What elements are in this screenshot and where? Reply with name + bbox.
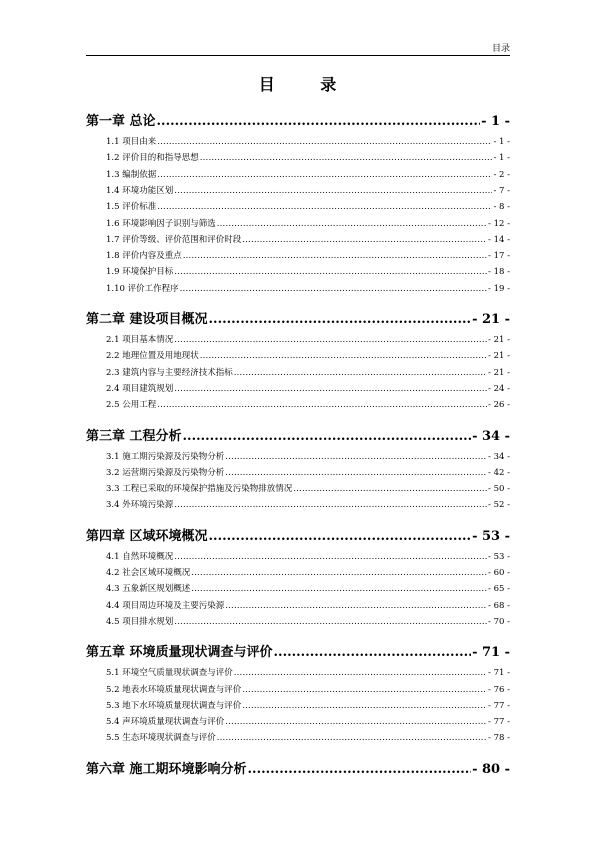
toc-section-entry[interactable] [86, 249, 510, 261]
toc-page-number: - 1 - [493, 153, 510, 164]
toc-page-number: - 34 - [472, 428, 510, 444]
toc-page-number: - 34 - [488, 451, 510, 462]
toc-page-number: - 2 - [493, 169, 510, 180]
toc-entry-label: 4.1 自然环境概况 [106, 551, 174, 562]
toc-page-number: - 60 - [488, 568, 510, 578]
toc-section-entry[interactable] [86, 466, 510, 478]
toc-section-entry[interactable] [86, 699, 510, 711]
toc-entry-label: 1.3 编制依据 [106, 169, 157, 180]
toc-chapter-entry[interactable] [86, 758, 510, 776]
toc-page-number: - 24 - [488, 383, 510, 394]
toc-section-entry[interactable] [86, 599, 510, 611]
toc-entry-label: 1.4 环境功能区划 [106, 185, 174, 196]
toc-page-number: - 18 - [488, 267, 510, 278]
toc-section-entry[interactable] [86, 200, 510, 212]
toc-entry-label: 第一章 总论 [86, 114, 156, 129]
dot-leader [174, 552, 487, 562]
dot-leader [191, 568, 487, 578]
toc-section-entry[interactable] [86, 217, 510, 229]
toc-chapter-entry[interactable] [86, 525, 510, 543]
toc-page-number: - 14 - [488, 234, 510, 245]
toc-section-entry[interactable] [86, 550, 510, 562]
toc-entry-label: 5.4 声环境质量现状调查与评价 [106, 717, 225, 728]
toc-page-number: - 68 - [488, 600, 510, 611]
toc-page-number: - 12 - [488, 218, 510, 229]
toc-section-entry[interactable] [86, 715, 510, 727]
toc-section-entry[interactable] [86, 482, 510, 494]
toc-chapter-entry[interactable] [86, 641, 510, 659]
toc-entry-label: 2.1 项目基本情况 [106, 335, 174, 345]
dot-leader [274, 645, 472, 660]
dot-leader [157, 170, 492, 180]
toc-page-number: - 1 - [493, 137, 510, 147]
toc-section-entry[interactable] [86, 184, 510, 196]
toc-section-entry[interactable] [86, 731, 510, 743]
toc-entry-label: 5.3 地下水环境质量现状调查与评价 [106, 700, 242, 711]
toc-page-number: - 80 - [472, 761, 510, 777]
toc-entry-label: 5.1 环境空气质量现状调查与评价 [106, 668, 233, 679]
toc-entry-label: 1.7 评价等级、评价范围和评价时段 [106, 234, 242, 245]
toc-page-number: - 71 - [488, 668, 510, 679]
toc-entry-label: 4.5 项目排水规划 [106, 616, 174, 627]
toc-title: 目 录 [258, 75, 357, 94]
dot-leader [174, 384, 487, 394]
dot-leader [225, 717, 487, 727]
toc-section-entry[interactable] [86, 666, 510, 678]
dot-leader [183, 251, 487, 261]
toc-entry-label: 1.8 评价内容及重点 [106, 251, 182, 262]
toc-page-number: - 21 - [472, 312, 510, 327]
toc-page-number: - 8 - [493, 202, 510, 213]
toc-entry-label: 2.3 建筑内容与主要经济技术指标 [106, 367, 233, 378]
dot-leader [174, 186, 492, 196]
dot-leader [242, 685, 487, 695]
toc-page-number: - 77 - [488, 700, 510, 711]
toc-page-number: - 50 - [488, 484, 510, 495]
toc-chapter-entry[interactable] [86, 425, 510, 443]
toc-entry-label: 1.10 评价工作程序 [106, 283, 179, 294]
toc-page-number: - 76 - [488, 684, 510, 695]
header-rule [86, 55, 510, 56]
dot-leader [217, 219, 487, 229]
toc-entry-label: 3.2 运营期污染源及污染物分析 [106, 467, 225, 478]
toc-section-entry[interactable] [86, 233, 510, 245]
toc-entry-label: 第四章 区域环境概况 [86, 528, 208, 544]
dot-leader [225, 468, 487, 478]
toc-entry-label: 第二章 建设项目概况 [86, 312, 208, 327]
toc-section-entry[interactable] [86, 683, 510, 695]
dot-leader [174, 267, 487, 277]
toc-section-entry[interactable] [86, 333, 510, 345]
dot-leader [225, 452, 487, 462]
dot-leader [174, 617, 487, 627]
toc-section-entry[interactable] [86, 135, 510, 147]
toc-entry-label: 1.2 评价目的和指导思想 [106, 153, 199, 164]
dot-leader [209, 312, 472, 327]
toc-page-number: - 21 - [488, 335, 510, 345]
dot-leader [157, 137, 492, 147]
toc-entry-label: 第六章 施工期环境影响分析 [86, 761, 247, 777]
toc-page-number: - 53 - [488, 551, 510, 562]
toc-entry-label: 第三章 工程分析 [86, 428, 182, 444]
toc-entry-label: 第五章 环境质量现状调查与评价 [86, 645, 273, 661]
dot-leader [225, 601, 487, 611]
toc-section-entry[interactable] [86, 398, 510, 410]
toc-entry-label: 2.4 项目建筑规划 [106, 383, 174, 394]
toc-section-entry[interactable] [86, 450, 510, 462]
toc-section-entry[interactable] [86, 265, 510, 277]
toc-chapter-entry[interactable] [86, 110, 510, 128]
toc-entry-label: 4.4 项目周边环境及主要污染源 [106, 600, 225, 611]
toc-chapter-entry[interactable] [86, 308, 510, 326]
dot-leader [293, 484, 487, 494]
dot-leader [248, 762, 472, 777]
dot-leader [174, 335, 487, 345]
dot-leader [157, 400, 487, 410]
toc-entry-label: 2.2 地理位置及用地现状 [106, 351, 199, 362]
toc-page-number: - 21 - [488, 351, 510, 362]
toc-entry-label: 2.5 公用工程 [106, 400, 157, 411]
toc-page-number: - 53 - [472, 528, 510, 544]
toc-page-number: - 70 - [488, 616, 510, 627]
toc-section-entry[interactable] [86, 282, 510, 294]
toc-page-number: - 77 - [488, 717, 510, 728]
toc-section-entry[interactable] [86, 349, 510, 361]
toc-section-entry[interactable] [86, 615, 510, 627]
toc-entry-label: 5.5 生态环境现状调查与评价 [106, 733, 216, 744]
toc-entry-label: 5.2 地表水环境质量现状调查与评价 [106, 684, 242, 695]
toc-section-entry[interactable] [86, 366, 510, 378]
toc-page-number: - 21 - [488, 367, 510, 378]
toc-entry-label: 4.2 社会区域环境概况 [106, 568, 191, 578]
dot-leader [200, 351, 487, 361]
dot-leader [191, 584, 487, 594]
toc-page-number: - 17 - [488, 251, 510, 262]
dot-leader [209, 529, 472, 544]
toc-page-number: - 7 - [493, 185, 510, 196]
dot-leader [234, 668, 487, 678]
toc-page-number: - 42 - [488, 467, 510, 478]
toc-page-number: - 78 - [488, 733, 510, 744]
toc-page-number: - 1 - [481, 114, 510, 129]
toc-entry-label: 3.1 施工期污染源及污染物分析 [106, 451, 225, 462]
toc-page-number: - 71 - [472, 645, 510, 661]
toc-section-entry[interactable] [86, 498, 510, 510]
dot-leader [234, 368, 487, 378]
toc-entry-label: 3.3 工程已采取的环境保护措施及污染物排放情况 [106, 484, 293, 495]
toc-entry-label: 4.3 五象新区规划概述 [106, 584, 191, 595]
dot-leader [174, 500, 487, 510]
running-header: 目录 [491, 44, 510, 54]
dot-leader [157, 114, 481, 129]
dot-leader [242, 701, 487, 711]
toc-page-number: - 65 - [488, 584, 510, 595]
dot-leader [242, 235, 487, 245]
toc-section-entry[interactable] [86, 566, 510, 578]
toc-entry-label: 1.5 评价标准 [106, 202, 157, 213]
toc-section-entry[interactable] [86, 151, 510, 163]
toc-entry-label: 1.9 环境保护目标 [106, 267, 174, 278]
dot-leader [183, 429, 472, 444]
toc-section-entry[interactable] [86, 382, 510, 394]
toc-section-entry[interactable] [86, 582, 510, 594]
dot-leader [180, 284, 487, 294]
toc-section-entry[interactable] [86, 168, 510, 180]
toc-entry-label: 3.4 外环境污染源 [106, 500, 174, 511]
toc-page-number: - 19 - [488, 283, 510, 294]
toc-page-number: - 26 - [488, 400, 510, 411]
dot-leader [200, 153, 493, 163]
dot-leader [157, 202, 492, 212]
toc-page-number: - 52 - [488, 500, 510, 511]
dot-leader [217, 733, 487, 743]
toc-entry-label: 1.6 环境影响因子识别与筛选 [106, 218, 216, 229]
toc-entry-label: 1.1 项目由来 [106, 137, 157, 147]
